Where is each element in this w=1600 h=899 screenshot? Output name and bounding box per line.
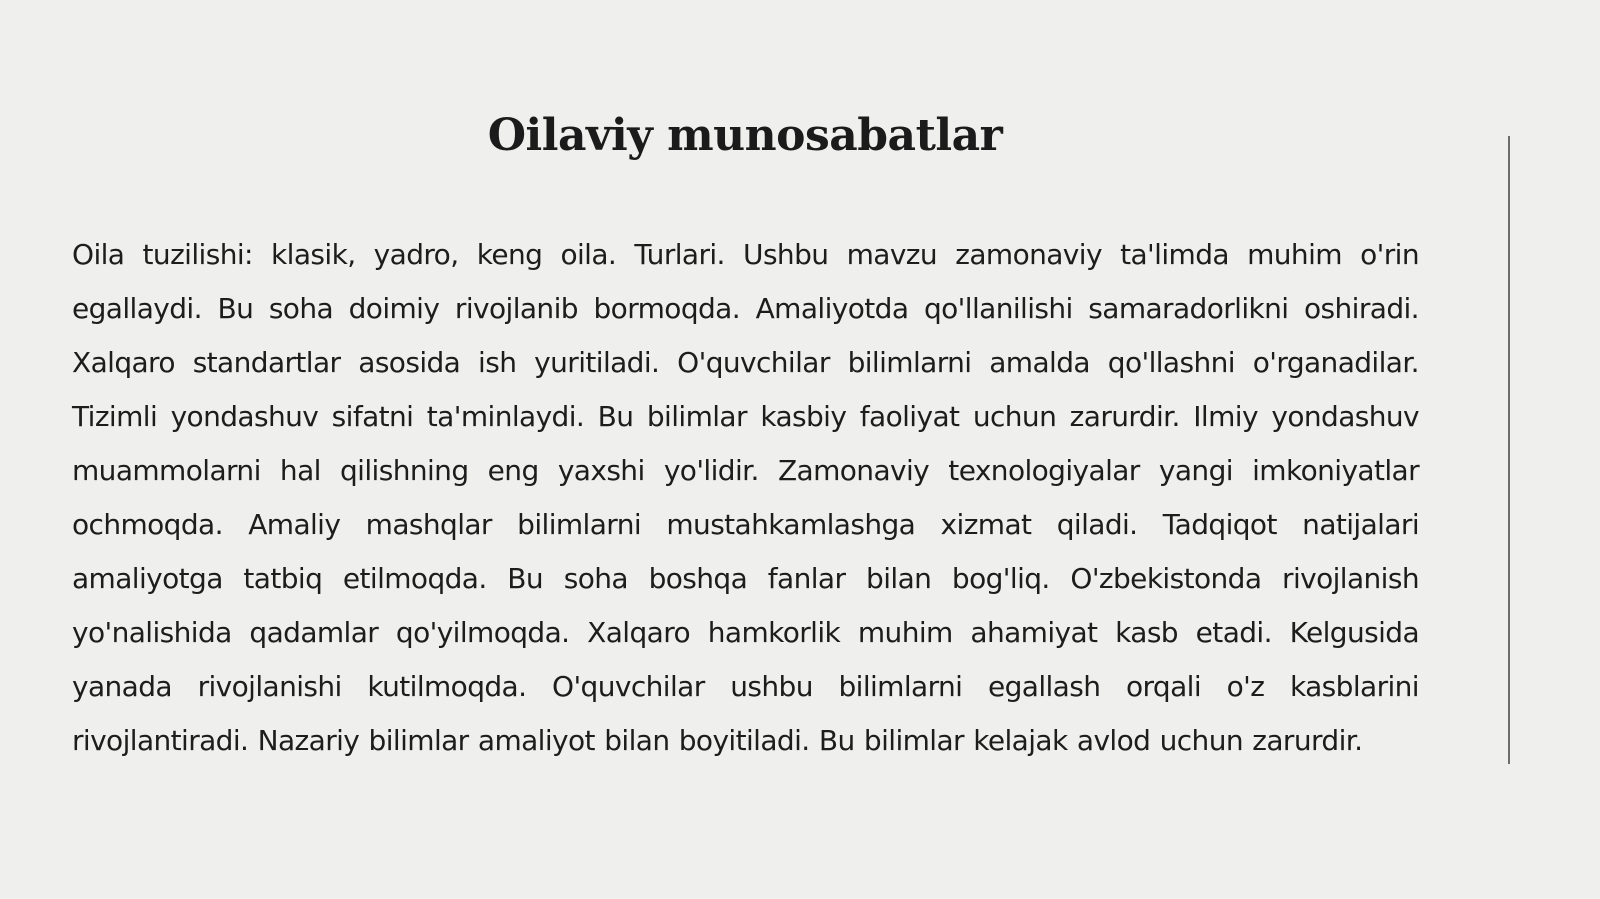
vertical-divider xyxy=(1508,136,1510,764)
slide-title: Oilaviy munosabatlar xyxy=(487,110,1003,161)
slide-body-text: Oila tuzilishi: klasik, yadro, keng oila. Turlari. Ushbu mavzu zamonaviy ta'limda muhim o'rin egallaydi. Bu soha doimiy rivojlanib bormoqda. Amaliyotda qo'llanilishi samaradorlikni oshiradi. Xalqaro standartlar asosida ish yuritiladi. O'quvchilar bilimlarni amalda qo'llashni o'rganadilar. Tizimli yondashuv sifatni ta'minlaydi. Bu bilimlar kasbiy faoliyat uchun zarurdir. Ilmiy yondashuv muammolarni hal qilishning eng yaxshi yo'lidir. Zamonaviy texnologiyalar yangi imkoniyatlar ochmoqda. Amaliy mashqlar bilimlarni mustahkamlashga xizmat qiladi. Tadqiqot natijalari amaliyotga tatbiq etilmoqda. Bu soha boshqa fanlar bilan bog'liq. O'zbekistonda rivojlanish yo'nalishida qadamlar qo'yilmoqda. Xalqaro hamkorlik muhim ahamiyat kasb etadi. Kelgusida yanada rivojlanishi kutilmoqda. O'quvchilar ushbu bilimlarni egallash orqali o'z kasblarini rivojlantiradi. Nazariy bilimlar amaliyot bilan boyitiladi. Bu bilimlar kelajak avlod uchun zarurdir. xyxy=(72,238,1419,757)
